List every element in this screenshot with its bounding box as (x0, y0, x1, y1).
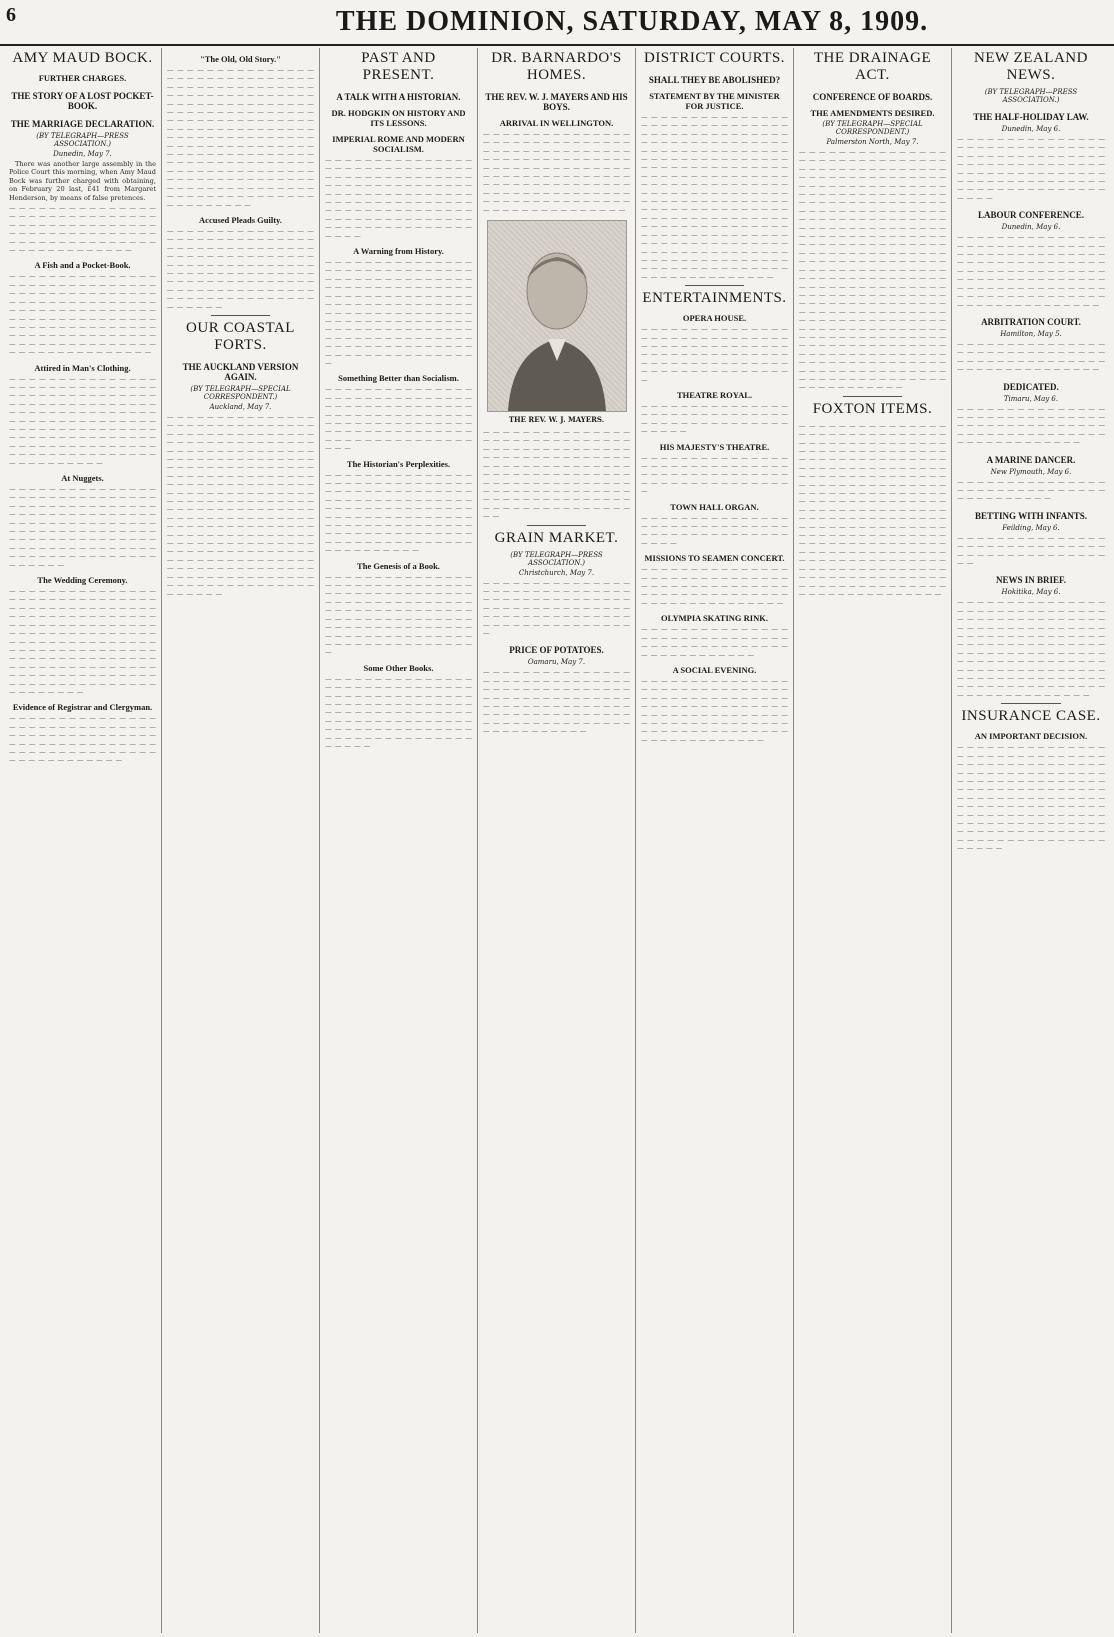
article-text-block: — — — — — — — — — — — — — — — — — — — — — — — — — — — — — — — — — — — — — — — — — — — — — — — — — — — — — — — — — — — — — — — — — — — — — — — — — — — — — — — — — — — — — — — — — — — (483, 578, 630, 637)
article-text-block: — — — — — — — — — — — — — — — — — — — — — — — — — — — — — — — — — — — — — — — — — — — — — — — — — — — — — — — — — (641, 625, 788, 659)
district-courts-headline: DISTRICT COURTS. (643, 50, 785, 66)
subhead-half-holiday: THE HALF-HOLIDAY LAW. (973, 112, 1089, 122)
article-text-block: — — — — — — — — — — — — — — — — — — — — — — — — — — — — — — — — — — — — — — — — — — — — — — — — — — — — — — — — — — — — — — — — — — — — — — — — — — — — — — — — — — — — — — — — — — — (641, 325, 788, 384)
article-text-block: — — — — — — — — — — — — — — — — — — — — — — — — — — — — — — — — — — — — — — — — — — — — — — — — — — — — — — — — — — — — — — — — — — — — — — — — — — — — — — — — — — — — — — — — — — — — — — — — — — — — — — — — — — — — — — — — — — — — — — — — — — — — — — — — — — — — — — — — — — — — — — — — — — — — — — — — — — — — — — — — (9, 374, 156, 467)
subhead-better: Something Better than Socialism. (338, 373, 459, 384)
subhead-attire: Attired in Man's Clothing. (34, 362, 131, 373)
article-text-block: — — — — — — — — — — — — — — — — — — — — — — — — — — — — — — — — — — — — — — — — — — — — — — — (957, 533, 1105, 567)
divider (843, 396, 902, 397)
column-4 (478, 48, 636, 1633)
subhead-his-majestys: HIS MAJESTY'S THEATRE. (659, 441, 770, 452)
subhead-town-hall-organ: TOWN HALL ORGAN. (670, 501, 759, 512)
past-present-subhead-3: IMPERIAL ROME AND MODERN SOCIALISM. (332, 134, 465, 154)
amy-bock-subhead: FURTHER CHARGES. (38, 73, 127, 83)
barnardo-subhead: THE REV. W. J. MAYERS AND HIS BOYS. (485, 92, 628, 112)
article-text-block: — — — — — — — — — — — — — — — — — — — — — — — — — — — — — — — — — — — — — — — — — — — — — — — — — — — — — — — — — — — — — — — — — — — — — — — — — — — — — — — — — — — — — — — — — — — — — — — — — — — — — — — — — — — — — — — — — — — — — — — — — — — — — — — — — — — — — — — — — — — — — (9, 485, 156, 569)
article-text-block: — — — — — — — — — — — — — — — — — — — — — — — — — — — — — — — — — — — — — — — — — — — — — — — — — — — — — — — — — — — — — — — — — — — — — — — — — — — — — — — — — — — — — — — — — — — — — — — — — — — — — — — — — — — — — — — — — — — — — — — — — — — — — — — — — — — — — — — — — — — — — — — — — — — — — — — — — — — — — — — — — — — — — — — — — — — — — — — — — — — — — — — — — — — — — — — — — — — — — — — — — — — — — — — — — — — — — — — — — — — — — — — — — — — — — — — — — — — — — — — — — — — — — — — — — — — — — — — — — — — — — — — — — — — — — — — — — — — — — — — — — — — — — — — — — — — — — — — — — — — (641, 113, 788, 281)
subhead-old-story: "The Old, Old Story." (200, 54, 281, 64)
dateline-half-holiday: Dunedin, May 6. (1001, 125, 1061, 133)
subhead-pleads-guilty: Accused Pleads Guilty. (199, 214, 282, 225)
article-text-block: — — — — — — — — — — — — — — — — — — — — — — — — — — — — — — — — — — — — — — — — — — — — — — — — — — — — — — — — — — — — — — — — — — — — — — — — — — — — — — — — — — — — — — — — — — — — — — — — — — — — — — — — — — — — — — — — — — — — — — (641, 676, 788, 744)
subhead-evidence: Evidence of Registrar and Clergyman. (12, 702, 153, 713)
article-text-block: — — — — — — — — — — — — — — — — — — — — — — — — — — — — — — — — — — — — — — — — — — — — — — — — — — — — — — — — — — — — (957, 339, 1105, 374)
subhead-marine-dancer: A MARINE DANCER. (986, 454, 1076, 465)
drainage-act-subhead-2: THE AMENDMENTS DESIRED. (810, 108, 935, 118)
amy-bock-dateline: Dunedin, May 7. (53, 150, 112, 158)
potatoes-dateline: Oamaru, May 7. (527, 658, 586, 667)
insurance-case-subhead: AN IMPORTANT DECISION. (974, 731, 1088, 742)
dateline-dedicated: Timaru, May 6. (1003, 394, 1059, 403)
subhead-betting: BETTING WITH INFANTS. (975, 510, 1087, 521)
amy-bock-section: THE MARRIAGE DECLARATION. (10, 119, 155, 129)
article-text-block: — — — — — — — — — — — — — — — — — — — — — — — — — — — — — — — — — — — — — — — — — — — — — — — — — — — — — — — — — — — — — — — — — — — — — — — — — — — — — — — — — — — — — — — — — — — — — — — — — — — — — — — — — — — — — — — — — — — — — — — — — — — — — — — — — — — — — — — — — — — — — (167, 226, 314, 311)
article-text-block: — — — — — — — — — — — — — — — — — — — — — — — — — — — — — — — — — — — — — — — — — — — — — — — — — — (641, 401, 788, 436)
article-text-block: — — — — — — — — — — — — — — — — — — — — — — — — — — — — — — — — — — — — — — — — (957, 477, 1105, 503)
article-text-block: — — — — — — — — — — — — — — — — — — — — — — — — — — — — — — — — — — — — — — — — — — — — — — — — — — — — — — — — — — — — — — — — — — — — — — — — — (957, 404, 1105, 447)
barnardo-subhead-2: ARRIVAL IN WELLINGTON. (499, 118, 614, 128)
divider (527, 525, 586, 526)
article-text-block: — — — — — — — — — — — — — — — — — — — — — — — — — — — — — — — — — — — — — — — — — — — — — — — — — — — — — — — — — — — — — — — — — — — — — — — — — — — — — — — — — — — — — — — — — — — — — — — — — — — — — — — — — — — — — — — — — — — — — — — — — — — — — — — — — — — — — — — — — — — — — — — — — — — — — — (483, 130, 630, 214)
article-text-block: — — — — — — — — — — — — — — — — — — — — — — — — — — — — — — — — — — — — — — — — — — — — — — — — — — — — — — — — — — — — — — — — — — — — — — — — — — — — — — — — — — — — — — — — — — — — — — — — — — — — — — — — — — — — (325, 385, 472, 453)
subhead-wedding: The Wedding Ceremony. (37, 575, 128, 586)
subhead-news-in-brief: NEWS IN BRIEF. (996, 575, 1066, 586)
article-text-block: — — — — — — — — — — — — — — — — — — — — — — — — — — — — — — — — — — — — — — — — — — — — — — — — — — — — — — — — — — — — — — — — — — — — — — — — — — — (641, 565, 788, 607)
subhead-pocket-book: A Fish and a Pocket-Book. (34, 260, 131, 271)
subhead-nuggets: At Nuggets. (61, 473, 104, 483)
newspaper-title: THE DOMINION, SATURDAY, MAY 8, 1909. (335, 6, 929, 37)
page-columns (4, 48, 1110, 1633)
insurance-case-headline: INSURANCE CASE. (961, 708, 1101, 725)
entertainments-headline: ENTERTAINMENTS. (642, 290, 787, 307)
amy-bock-headline: AMY MAUD BOCK. (12, 50, 153, 66)
foxton-items-headline: FOXTON ITEMS. (812, 400, 933, 417)
dateline-dancer: New Plymouth, May 6. (990, 467, 1072, 476)
article-text-block: — — — — — — — — — — — — — — — — — — — — — — — — — — — — — — — — — — — — — — — — — — — — — — — — — — — — — — — — — — — — — — — — — — — — — — — — — — — — — — — — — — — — — — — (9, 714, 156, 765)
article-text-block: — — — — — — — — — — — — — — — — — — — — — — — — — — — — — — — — — — — — — — — — — — — — — — — — — — — — — — — — — — — — — — — — — — — — — — — — — — — — — — — — — — — — — — — — — — — — — — — — — — — — — — — — — — — — — — — — — — — — — — — — — — — — — — — — — — — — — — — — — — — — — — — — — — — — — — (9, 272, 156, 357)
column-6 (794, 48, 952, 1633)
column-2 (162, 48, 320, 1633)
article-text-block: — — — — — — — — — — — — — — — — — — — — — — — — — — — — — — — — — — — — — — — — — — — — — — — — — — — — — — — — — — — — — — — — — — — — — — — — — — — — — — — — — — — — — — — — — — — — — — — — — — — — — — — — — — — — — — — — — — — — — — — — — — — — — — — — — — — — — — — — — — — — — — — — — — — — — — — — — — — — — — — — — — — — — — — — — — — — — — — — — — — — — (325, 258, 472, 367)
amy-bock-lead: There was another large assembly in the Police Court this morning, when Amy Maud Bock was further charged with obtaining, on February 20 last, £41 from Margaret Henderson, by means of false pretences. (9, 160, 156, 202)
article-text-block: — — — — — — — — — — — — — — — — — — — — — — — — — — — — — — — — — — — — — — — — — — — — — — — — — — — — — — — — — — — — — — — — — — — — — — — — — — — — — — — — — — — — — — — — — — — — — — — — — — — — — — — — — — — — — — — — — — — — — — — — — — — — — — — — — — — — — — — — — — — — — — — — — — — — — — — — — — — — — — — — — — — — — — — — — — — — — — — — — — — — — — — — — — — — (9, 587, 156, 696)
coastal-forts-dateline: Auckland, May 7. (209, 402, 272, 411)
subhead-skating-rink: OLYMPIA SKATING RINK. (661, 613, 768, 624)
article-text-block: — — — — — — — — — — — — — — — — — — — — — — — — — — — — — — — — — — — — — — — — — — — — — — — — — — — — — — — — — — — — — — — — — — — — — — — — — — — — — — — — — — — — — — — — — — — — — — — — — — — — — — — — — — — — — — — — — — — — — — — — — — — — — — — — — — — — — — — — — — — — — — — — — — — — — — — — (483, 428, 630, 521)
nz-news-headline: NEW ZEALAND NEWS. (974, 50, 1088, 83)
column-3 (320, 48, 478, 1633)
article-text-block: — — — — — — — — — — — — — — — — — — — — — — — — — — — — — — — — — — — — — — — — — — — — — — — — — — — — — — — — — — — — — — — — — — — — — — — — — — — — — — — — — — — — — — — — — — — — — — — — — — — — — — — — — — — — — — — — — — — — — — — — — — — — — — — — — — — — — — — — — — — — — — — — — — — — — — — — — — — — — — — — — — — — — — — — — — — — — — — — — — — — — — — — — — — — — — — — — — — — — — — — — — — — — — — — — — — — — — — — — — — — — — — — — — — — — — — — — — — — — — — — — — — — — — — — — — — — — — — — — — — — — — — — — — — — — — — — — — — — — — — — — — — — — — — — — — — — — — — — — — — — — — — — — — — — — — — — — — — (799, 421, 946, 598)
coastal-forts-byline: (BY TELEGRAPH—SPECIAL CORRESPONDENT.) (190, 384, 291, 401)
subhead-opera-house: OPERA HOUSE. (682, 313, 747, 324)
dateline-brief: Hokitika, May 6. (1001, 588, 1061, 597)
article-text-block: — — — — — — — — — — — — — — — — — — — — — — — — — — — — — — — — — — — — — — — — — — — — — — — — — — — — — — — — — — — — — — — — — — — — — — — — — — — — — — — — — — — — — — — — — — — — — — — — — — — — — — — — — — — — — — — — — — — — — — — — — — — — — — — — — — — — — — — — (325, 572, 472, 657)
article-text-block: — — — — — — — — — — — — — — — — — — — — — — — — — — — — — — — — — — — — — — — — — — — — — — — — — — — — — — — — — — — — — — — — — — — — — — — — — — — — — — — — — — — — — — — — — — — — — — — — — — — — — — — — — — — — — — — — — — — — — — — — — — — — — — — — — — — — — — — — — — — — — — — — — — — — — — — — — — — — — — — — — — — — — — — — — — — — — — — — — — — — — — — — — (957, 743, 1105, 853)
subhead-warning: A Warning from History. (353, 246, 444, 257)
drainage-act-subhead: CONFERENCE OF BOARDS. (812, 92, 933, 102)
article-text-block: — — — — — — — — — — — — — — — — — — — — — — — — — — — — — — — — — — — — — — — — — — — — — — — — — — — — — — — — — — — — — (641, 453, 788, 496)
dateline-betting: Feilding, May 6. (1002, 523, 1060, 532)
article-text-block: — — — — — — — — — — — — — — — — — — — — — — — — — — — — — — — — — — — — — — — — — — — — — — — — — — — — — — — — — — — — — — — — — — — — — — — — — — — — — — — — — — — — — — — — — — — — — — — — — — — — — — — — — — — — — — — — — — — — — — — — — — — — — (325, 674, 472, 750)
article-text-block: — — — — — — — — — — — — — — — — — — — — — — — — — — — — — — — — — — — — — — — — — — — — — — — — — — — — — — — — — — — — — — — — — — — — — — — — — — — — — — — — — — — — — — — — — — — — — — — — — — — — — — — — — — — — — — — — — — — — — — — — — — — — — — — — — — — — — — — — — — — — — — — — — — — — — — — — — — — — — — — — — — — — — — — — — — — — — — — — — — — — — — — — — — — — — — — — — — — — — — — — — — — — — — — — — — — — — — — — — — — — — — — — — — — — — — — — — — — — — — — — — — — — — — — — — (167, 66, 314, 209)
subhead-dedicated: DEDICATED. (1003, 381, 1059, 392)
coastal-forts-subhead: THE AUCKLAND VERSION AGAIN. (182, 361, 299, 382)
article-text-block: — — — — — — — — — — — — — — — — — — — — — — — — — — — — — — — — — — — — — — — — — — — — — — — — — — — — — — — — — — — — — — — — — — — — — — — — — — — — — — — — — — — — — — — — — — — — — — — — — — — — — — — — — — — — — — — — — — — — — — — — — — — — — — — — — — — — — — — — — — — (325, 156, 472, 240)
subhead-labour-conference: LABOUR CONFERENCE. (977, 210, 1084, 221)
subhead-other-books: Some Other Books. (363, 662, 434, 673)
column-1 (4, 48, 162, 1633)
article-text-block: — — — — — — — — — — — — — — — — — — — — — — — — — — — — — — — — — — — — — — — — — — — — — — — — — — — — — — — — — — — — — — — — — — — — — — — — — — — — — — — — — — — — — — — — — — — — — — — — — — — — — — — — — — — — — — — — — — — — — — — — — — — — — — — — — — — — — — — — — — — — — — — — — — — — — — — — — — — — — — — — — — — — — — — — — — — — — — — — — — — — — — — — — — — — — — — — — — — — — — — — — — — — — — — — — — — — — — — — — — — — — — — — — — — — — — — — — — — — — — — — — — — — — — — — — — — — — — — — — — — — — — — — — — — — — — — — — — — — — — — — — — — — — — — — — — — — — — — — — — — — — — — — — — — — — — — — — — — — — — — — — (167, 412, 314, 598)
drainage-act-byline: (BY TELEGRAPH—SPECIAL CORRESPONDENT.) (822, 120, 923, 136)
divider (211, 315, 270, 316)
article-text-block: — — — — — — — — — — — — — — — — — — — — — — — — — — — — — — — — — — — — — — — — — — — — — — — — — — — — — — — — — — — — — — — — — — — — — — — — — — — — — — — — — — — — — — — — (9, 204, 156, 255)
page-number: 6 (6, 4, 16, 26)
article-text-block: — — — — — — — — — — — — — — — — — — — — — — — — — — — — — — — — — — — — — — — — — — — — — — — — — — — — — — — — — — — — — — — — — — — — — — — — — — — — — — — — — — — — — — — — — — — — — — — — — — — — — — — — — — — — — — — — — — — — (483, 668, 630, 736)
potatoes-headline: PRICE OF POTATOES. (509, 645, 604, 656)
amy-bock-story-title: THE STORY OF A LOST POCKET-BOOK. (11, 91, 154, 111)
portrait-caption: THE REV. W. J. MAYERS. (508, 415, 605, 425)
drainage-act-headline: THE DRAINAGE ACT. (813, 50, 932, 83)
masthead (0, 0, 1114, 46)
barnardo-headline: DR. BARNARDO'S HOMES. (491, 50, 622, 83)
mayers-portrait-image (487, 220, 627, 412)
article-text-block: — — — — — — — — — — — — — — — — — — — — — — — — — — — — — — — — — — — — — — — — — — — — — — — — — — — — — — — — — — — — — — — — — — — — — — — — — — — — — — — — — — — — — — — — — — — — — — — — — — — — — — — — — — — — — — — — — — — — — — — — — — — — — — — — — — — — — — — — — — — — — — — — — — — — — — — — — — — — — — — — — — — — — — — — — — — — — — — — — — — (957, 598, 1105, 699)
past-present-subhead: A TALK WITH A HISTORIAN. (336, 92, 461, 102)
portrait-illustration (488, 221, 626, 411)
grain-market-headline: GRAIN MARKET. (494, 529, 619, 546)
past-present-headline: PAST AND PRESENT. (361, 50, 436, 83)
article-text-block: — — — — — — — — — — — — — — — — — — — — — — — — — — — — — — — — — — — — — — — — — — — — — — — — — — — — — — — — — — — — — — — — — — — — — — — — — — — — — — — — — — — — — — — — — — — — — — — — — — — — — — — — — — — — — — — — — — — — — — — — — — — — — — — — — — — — — — — — — — — — — — — — — — — — — — — — — — — — — — — — — — — — — — — — — — — — — — — — — — — — — — — — — — — — — — — — — — — — — — — — — — — — — — — — — — — — — — — — — — — — — — — — — — — — — — — — — — — — — — — — — — — — — — — — — — — — — — — — — — — — — — — — — — — — — — — — — — — — — — — — — — — — — — — — — — — — — — — — — — — — — — — — — — — — — — — — — — — — — — — — — — — — — — — — — — — — — — — — — — — — — — — — — — — — — — — — — — — — — — — — — — — — — — — — — — — — — — — — — — — — — — — — — — — — — — — — — — — — — — — — — — — — — — — — — — — — — — — — — — — — — — — — — — — — — — — (799, 148, 946, 392)
subhead-arbitration: ARBITRATION COURT. (981, 316, 1081, 327)
past-present-subhead-2: DR. HODGKIN ON HISTORY AND ITS LESSONS. (331, 108, 466, 128)
subhead-missions-concert: MISSIONS TO SEAMEN CONCERT. (644, 553, 785, 564)
subhead-perplexities: The Historian's Perplexities. (346, 458, 451, 469)
article-text-block: — — — — — — — — — — — — — — — — — — — — — — — — — — — — — — — — — — — — — — — — — — — — — — — — — — — — — — — — — — — — — — — — — — — — — — — — — — — — — — — — — — — — — — — — — — — — — — — — — — — — — — — — — — — — — (957, 135, 1105, 202)
subhead-theatre-royal: THEATRE ROYAL. (676, 389, 753, 400)
dateline-arbitration: Hamilton, May 5. (1000, 329, 1062, 338)
coastal-forts-headline: OUR COASTAL FORTS. (186, 319, 295, 353)
divider (1001, 703, 1060, 704)
district-courts-subhead: SHALL THEY BE ABOLISHED? (648, 75, 781, 85)
nz-news-byline: (BY TELEGRAPH—PRESS ASSOCIATION.) (984, 88, 1078, 104)
column-7 (952, 48, 1110, 1633)
grain-market-dateline: Christchurch, May 7. (518, 568, 595, 577)
dateline-labour: Dunedin, May 6. (1001, 223, 1061, 232)
amy-bock-byline: (BY TELEGRAPH—PRESS ASSOCIATION.) (36, 132, 129, 148)
grain-market-byline: (BY TELEGRAPH—PRESS ASSOCIATION.) (510, 550, 603, 567)
subhead-genesis: The Genesis of a Book. (357, 560, 440, 571)
divider (685, 285, 744, 286)
column-5 (636, 48, 794, 1633)
article-text-block: — — — — — — — — — — — — — — — — — — — — — — — — — — — — — — — — — — — — — — — — — — — — — — — — — — — — — — — — — — — — — — — — — — — — — — — — — — — — — — — — — — — — — — — — — — — — — — — — — — — — — — — — — — — — — — — — — — — — — — — — — — — — — — — — — — — — — — — — — — — — — — — — — (325, 470, 472, 555)
article-text-block: — — — — — — — — — — — — — — — — — — — — — — — — — — — — — — — — — — — — — — — — — — — — — — — — — (641, 513, 788, 547)
article-text-block: — — — — — — — — — — — — — — — — — — — — — — — — — — — — — — — — — — — — — — — — — — — — — — — — — — — — — — — — — — — — — — — — — — — — — — — — — — — — — — — — — — — — — — — — — — — — — — — — — — — — — — — — — — — — — — — — — — — — — — — — — — — — — — — — — — — — — — — (957, 233, 1105, 309)
district-courts-subhead-2: STATEMENT BY THE MINISTER FOR JUSTICE. (649, 91, 780, 111)
drainage-act-dateline: Palmerston North, May 7. (826, 138, 919, 146)
subhead-social-evening: A SOCIAL EVENING. (672, 664, 757, 675)
